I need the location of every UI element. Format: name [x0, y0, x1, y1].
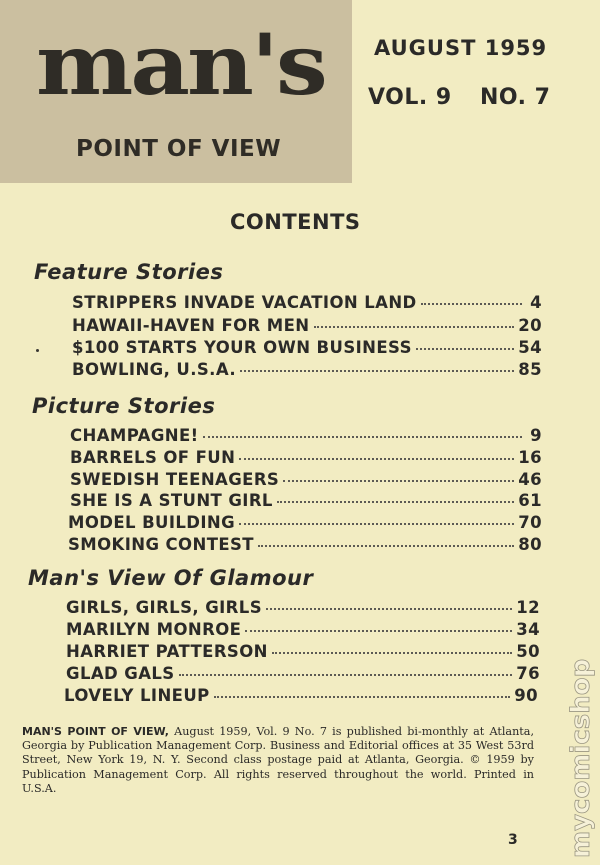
toc-entry[interactable]: [66, 620, 540, 642]
toc-entry-page: 61: [518, 491, 542, 510]
toc-entry-page: 70: [518, 513, 542, 532]
toc-entry-title: SHE IS A STUNT GIRL: [70, 491, 273, 510]
toc-entry-page: 85: [518, 360, 542, 379]
toc-entry-page: 76: [516, 664, 540, 683]
toc-entry[interactable]: [68, 513, 542, 535]
dot-leader: [314, 326, 515, 328]
issue-date: AUGUST 1959: [374, 36, 548, 60]
dot-leader: [266, 608, 512, 610]
dot-leader: [258, 545, 514, 547]
toc-entry-page: 20: [518, 316, 542, 335]
toc-entry-title: MARILYN MONROE: [66, 620, 242, 639]
section-heading-feature-stories: Feature Stories: [34, 260, 224, 284]
toc-entry[interactable]: [70, 491, 542, 513]
dot-leader: [416, 348, 514, 350]
magazine-logo: man's: [36, 14, 325, 114]
toc-entry-title: STRIPPERS INVADE VACATION LAND: [72, 293, 417, 312]
toc-entry-title: SMOKING CONTEST: [68, 535, 254, 554]
toc-entry-page: 12: [516, 598, 540, 617]
toc-entry-page: 4: [530, 293, 542, 312]
watermark-graphic: [562, 610, 598, 861]
watermark: [562, 610, 598, 861]
toc-entry-title: GLAD GALS: [66, 664, 175, 683]
dot-leader: [240, 370, 514, 372]
toc-entry-title: $100 STARTS YOUR OWN BUSINESS: [72, 338, 412, 357]
toc-entry-title: CHAMPAGNE!: [70, 426, 199, 445]
toc-entry-page: 54: [518, 338, 542, 357]
issue-volume: VOL. 9: [368, 85, 452, 110]
dot-leader: [283, 480, 514, 482]
dot-leader: [214, 696, 511, 698]
toc-entry[interactable]: [70, 470, 542, 492]
print-speck: [36, 349, 39, 352]
toc-entry-page: 90: [514, 686, 538, 705]
publication-colophon: [22, 725, 534, 796]
magazine-subtitle: POINT OF VIEW: [76, 136, 282, 162]
dot-leader: [239, 523, 514, 525]
toc-entry-page: 50: [516, 642, 540, 661]
section-heading-picture-stories: Picture Stories: [32, 394, 216, 418]
dot-leader: [239, 458, 514, 460]
toc-entry-title: HARRIET PATTERSON: [66, 642, 268, 661]
dot-leader: [421, 303, 522, 305]
toc-entry-page: 9: [530, 426, 542, 445]
section-heading-mans-view-of-glamour: Man's View Of Glamour: [28, 566, 314, 590]
toc-entry-title: HAWAII-HAVEN FOR MEN: [72, 316, 310, 335]
toc-entry[interactable]: [72, 316, 542, 338]
toc-entry[interactable]: [70, 448, 542, 470]
toc-entry-title: MODEL BUILDING: [68, 513, 236, 532]
dot-leader: [272, 652, 512, 654]
toc-entry-page: 16: [518, 448, 542, 467]
issue-number: NO. 7: [480, 85, 551, 110]
toc-entry-title: BARRELS OF FUN: [70, 448, 236, 467]
toc-entry-page: 46: [518, 470, 542, 489]
toc-entry-title: BOWLING, U.S.A.: [72, 360, 236, 379]
dot-leader: [179, 674, 513, 676]
dot-leader: [203, 436, 522, 438]
toc-entry[interactable]: [68, 535, 542, 557]
toc-entry[interactable]: [72, 293, 542, 315]
toc-entry[interactable]: [66, 598, 540, 620]
toc-entry[interactable]: [66, 642, 540, 664]
contents-title: CONTENTS: [230, 210, 361, 234]
toc-entry[interactable]: [72, 338, 542, 360]
dot-leader: [245, 630, 512, 632]
toc-entry-title: SWEDISH TEENAGERS: [70, 470, 280, 489]
masthead-band: [0, 0, 352, 183]
toc-entry-page: 34: [516, 620, 540, 639]
toc-entry-title: LOVELY LINEUP: [64, 686, 210, 705]
toc-entry[interactable]: [66, 664, 540, 686]
toc-entry[interactable]: [64, 686, 538, 708]
toc-entry-title: GIRLS, GIRLS, GIRLS: [66, 598, 262, 617]
toc-entry[interactable]: [72, 360, 542, 382]
colophon-lead: MAN'S POINT OF VIEW,: [22, 725, 169, 738]
page-number: 3: [508, 832, 518, 848]
dot-leader: [277, 501, 514, 503]
toc-entry-page: 80: [518, 535, 542, 554]
watermark-text: mycomicshop: [566, 658, 596, 858]
toc-entry[interactable]: [70, 426, 542, 448]
colophon-text: August 1959, Vol. 9 No. 7 is published bi-monthly at Atlanta, Georgia by Publication Management Corp. Business and Editorial offices at 35 West 53rd Street, New York 19, N. Y. Second class postage paid at Atlanta, Georgia. © 1959 by Publication Management Corp. All rights reserved throughout the world. Printed in U.S.A.: [22, 725, 535, 795]
